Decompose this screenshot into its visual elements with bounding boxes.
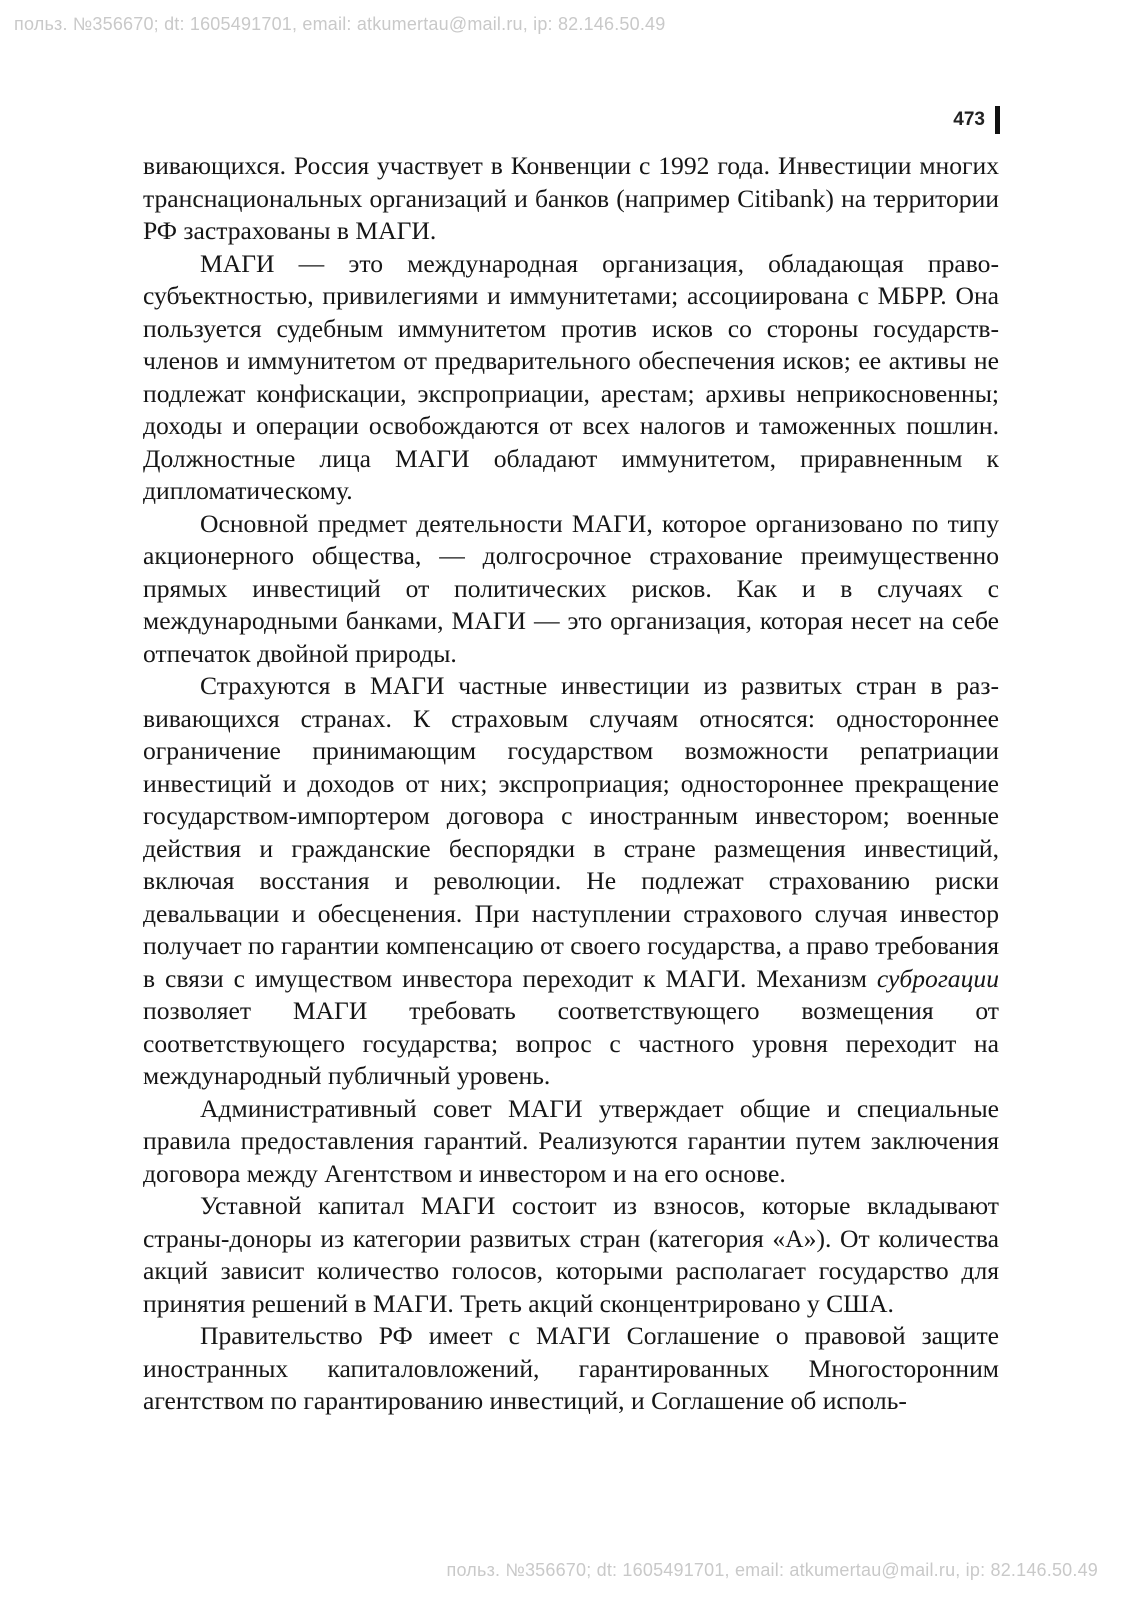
paragraph-charter-capital: Уставной капитал МАГИ состоит из взносов, которые вкладывают страны-доноры из категории развитых стран (категория «А»). От количества акций зависит количество голосов, которыми располагает государство для принятия решений в МАГИ. Треть акций сконцентрировано у США. — [143, 1191, 999, 1318]
page-number: 473 — [953, 109, 985, 130]
paragraph-insured-risks-part-1: Страхуются в МАГИ частные инвестиции из развитых стран в развивающихся странах. К страховым случаям относятся: одностороннее ограничение принимающим государством возможности репатриации инвестиций и доходов от них; экспроприация; одностороннее прекращение государством-импортером договора с иностранным инвестором; военные действия и гражданские беспорядки в стране размещения инвестиций, включая восстания и революции. Не подлежат страхованию риски девальвации и обесценения. При наступлении страхового случая инвестор получает по гарантии компенсацию от своего государства, а право требования в связи с имуществом инвестора переходит к МАГИ. Механизм — [143, 671, 999, 993]
emphasis-subrogation: суброгации — [876, 963, 999, 993]
page-number-rule — [995, 106, 1000, 134]
paragraph-rf-agreement: Правительство РФ имеет с МАГИ Соглашение о правовой защите иностранных капиталовложений, гарантированных Многосторонним агентством по гарантированию инвестиций, и Соглашение об исполь- — [143, 1321, 999, 1415]
text-body — [143, 150, 999, 1418]
watermark-bottom: польз. №356670; dt: 1605491701, email: atkumertau@mail.ru, ip: 82.146.50.49 — [446, 1560, 1098, 1580]
paragraph-miga-activity: Основной предмет деятельности МАГИ, которое организовано по типу акционерного общества, — долгосрочное страхование преимущественно прямых инвестиций от политических рисков. Как и в случаях с международными банками, МАГИ — это организация, которая несет на себе отпечаток двойной природы. — [143, 508, 999, 668]
paragraph-miga-legal-status: МАГИ — это международная организация, обладающая правосубъектностью, привилегиями и иммунитетами; ассоциирована с МБРР. Она пользуется судебным иммунитетом против исков со стороны государств-членов и иммунитетом от предварительного обеспечения исков; ее активы не подлежат конфискации, экспроприации, арестам; архивы неприкосновенны; доходы и операции освобождаются от всех налогов и таможенных пошлин. Должностные лица МАГИ обладают иммунитетом, приравненным к дипломатическому. — [143, 248, 999, 505]
paragraph-administrative-council: Административный совет МАГИ утверждает общие и специальные правила предоставления гарантий. Реализуются гарантии путем заключения договора между Агентством и инвестором и на его основе. — [143, 1093, 999, 1188]
running-head — [953, 106, 1000, 134]
paragraph-insured-risks-part-2: позволяет МАГИ требовать соответствующего возмещения от соответствующего государства; вопрос с частного уровня переходит на международный публичный уровень. — [143, 996, 999, 1090]
paragraph-insured-risks — [143, 670, 999, 1093]
paragraph-continued: вивающихся. Россия участвует в Конвенции с 1992 года. Инвестиции многих транснациональных организаций и банков (например Citibank) на территории РФ застрахованы в МАГИ. — [143, 151, 999, 245]
watermark-top: польз. №356670; dt: 1605491701, email: atkumertau@mail.ru, ip: 82.146.50.49 — [14, 14, 666, 34]
